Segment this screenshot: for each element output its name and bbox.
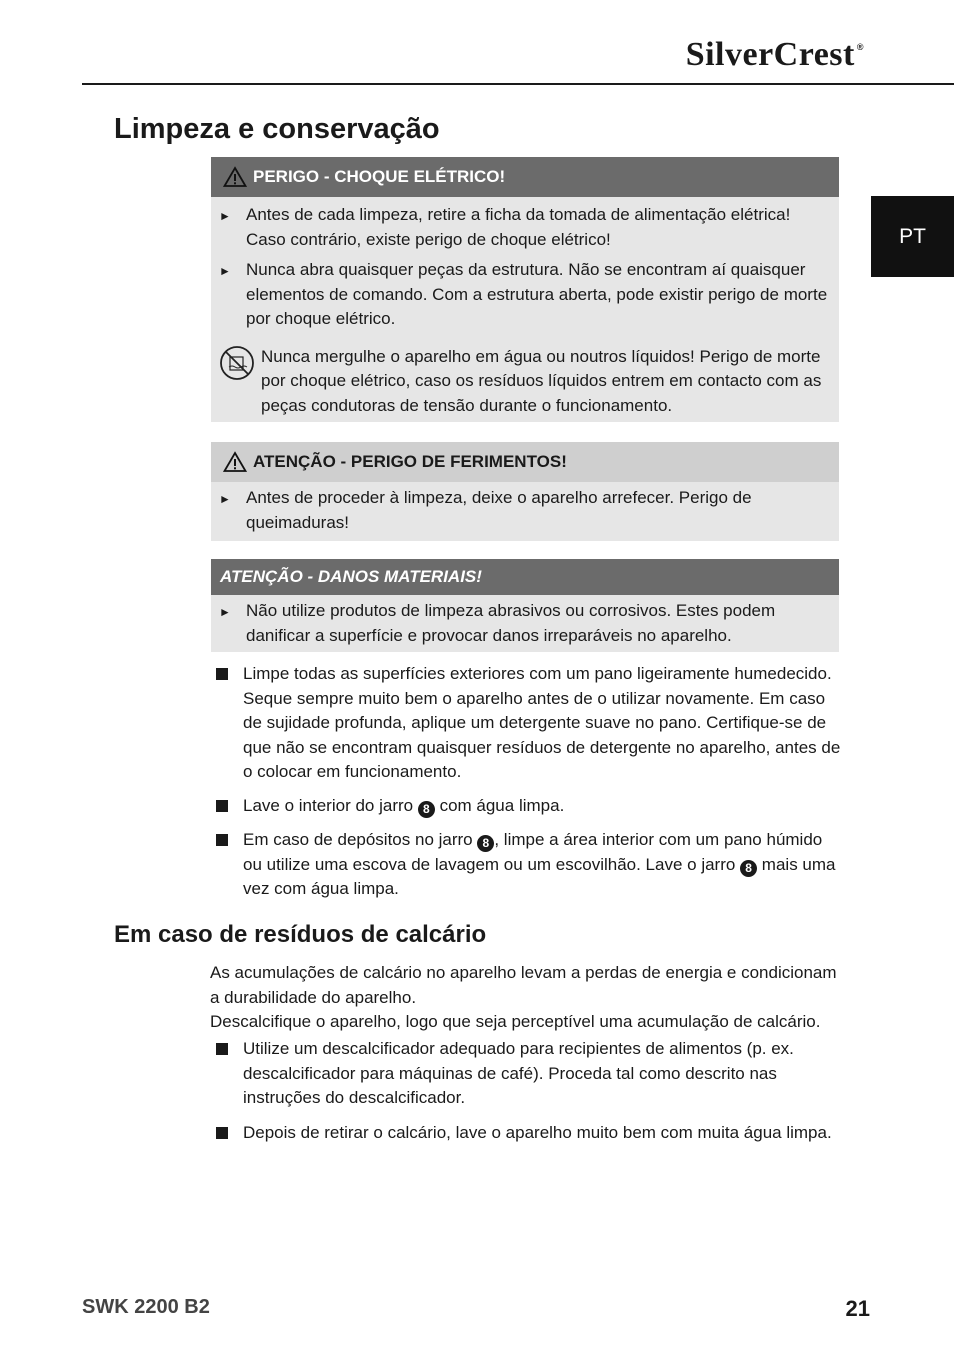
material-item: ► Não utilize produtos de limpeza abrasivos ou corrosivos. Estes podem danificar a superfície e provocar danos irreparáveis no aparelho.: [211, 599, 839, 648]
warning-triangle-icon: [223, 451, 247, 473]
arrow-icon: ►: [219, 264, 231, 278]
bullet-square-icon: [216, 1121, 243, 1147]
danger-box: [211, 157, 839, 422]
page-title: Limpeza e conservação: [114, 113, 440, 145]
bullet-square-icon: [216, 828, 243, 902]
arrow-icon: ►: [219, 209, 231, 223]
immersion-note: Nunca mergulhe o aparelho em água ou noutros líquidos! Perigo de morte por choque elétrico, caso os resíduos líquidos entrem em contacto com as peças condutoras de tensão durante o funcionamento.: [211, 345, 839, 419]
material-box: [211, 559, 839, 652]
paragraph: As acumulações de calcário no aparelho levam a perdas de energia e condicionam a durabilidade do aparelho.: [210, 963, 837, 1007]
footer-model: SWK 2200 B2: [82, 1296, 210, 1318]
danger-item: ► Nunca abra quaisquer peças da estrutura. Não se encontram aí quaisquer elementos de comando. Com a estrutura aberta, pode existir perigo de morte por choque elétrico.: [211, 258, 839, 332]
part-number-badge: 8: [740, 860, 757, 877]
caution-item: ► Antes de proceder à limpeza, deixe o aparelho arrefecer. Perigo de queimaduras!: [211, 486, 839, 535]
caution-heading-bar: [211, 442, 839, 482]
danger-item: ► Antes de cada limpeza, retire a ficha da tomada de alimentação elétrica! Caso contrário, existe perigo de choque elétrico!: [211, 203, 839, 252]
part-number-badge: 8: [418, 801, 435, 818]
paragraph: Descalcifique o aparelho, logo que seja perceptível uma acumulação de calcário.: [210, 1012, 821, 1031]
section-title: Em caso de resíduos de calcário: [114, 921, 487, 948]
bullet-square-icon: [216, 1037, 243, 1111]
bullet-square-icon: [216, 662, 243, 785]
list-item: Depois de retirar o calcário, lave o aparelho muito bem com muita água limpa.: [216, 1121, 841, 1147]
bullet-square-icon: [216, 794, 243, 820]
material-heading: ATENÇÃO - DANOS MATERIAIS!: [220, 567, 482, 586]
list-item: Limpe todas as superfícies exteriores com um pano ligeiramente humedecido. Seque sempre muito bem o aparelho antes de o utilizar novamente. Em caso de sujidade profunda, aplique um detergente suave no pano. Certifique-se de que não se encontram quaisquer resíduos de detergente no aparelho, antes de o colocar em funcionamento.: [216, 662, 841, 785]
list-item: Utilize um descalcificador adequado para recipientes de alimentos (p. ex. descalcificador para máquinas de café). Proceda tal como descrito nas instruções do descalcificador.: [216, 1037, 841, 1111]
arrow-icon: ►: [219, 492, 231, 506]
list-item: Lave o interior do jarro 8 com água limpa.: [216, 794, 841, 820]
warning-triangle-icon: [223, 166, 247, 188]
brand-logo: SilverCrest ®: [685, 36, 864, 73]
list-item: Em caso de depósitos no jarro 8 , limpe a área interior com um pano húmido ou utilize uma escova de lavagem ou um escovilhão. Lave o jarro 8 mais uma vez com água limpa.: [216, 828, 841, 902]
caution-box: [211, 442, 839, 541]
header-rule: [82, 83, 954, 85]
caution-heading: ATENÇÃO - PERIGO DE FERIMENTOS!: [253, 452, 567, 471]
arrow-icon: ►: [219, 605, 231, 619]
danger-heading-bar: [211, 157, 839, 197]
language-tab: PT: [871, 196, 954, 277]
material-heading-bar: [211, 559, 839, 595]
no-immersion-icon: [219, 345, 255, 381]
part-number-badge: 8: [477, 835, 494, 852]
page-number: 21: [845, 1296, 870, 1321]
danger-heading: PERIGO - CHOQUE ELÉTRICO!: [253, 167, 506, 186]
